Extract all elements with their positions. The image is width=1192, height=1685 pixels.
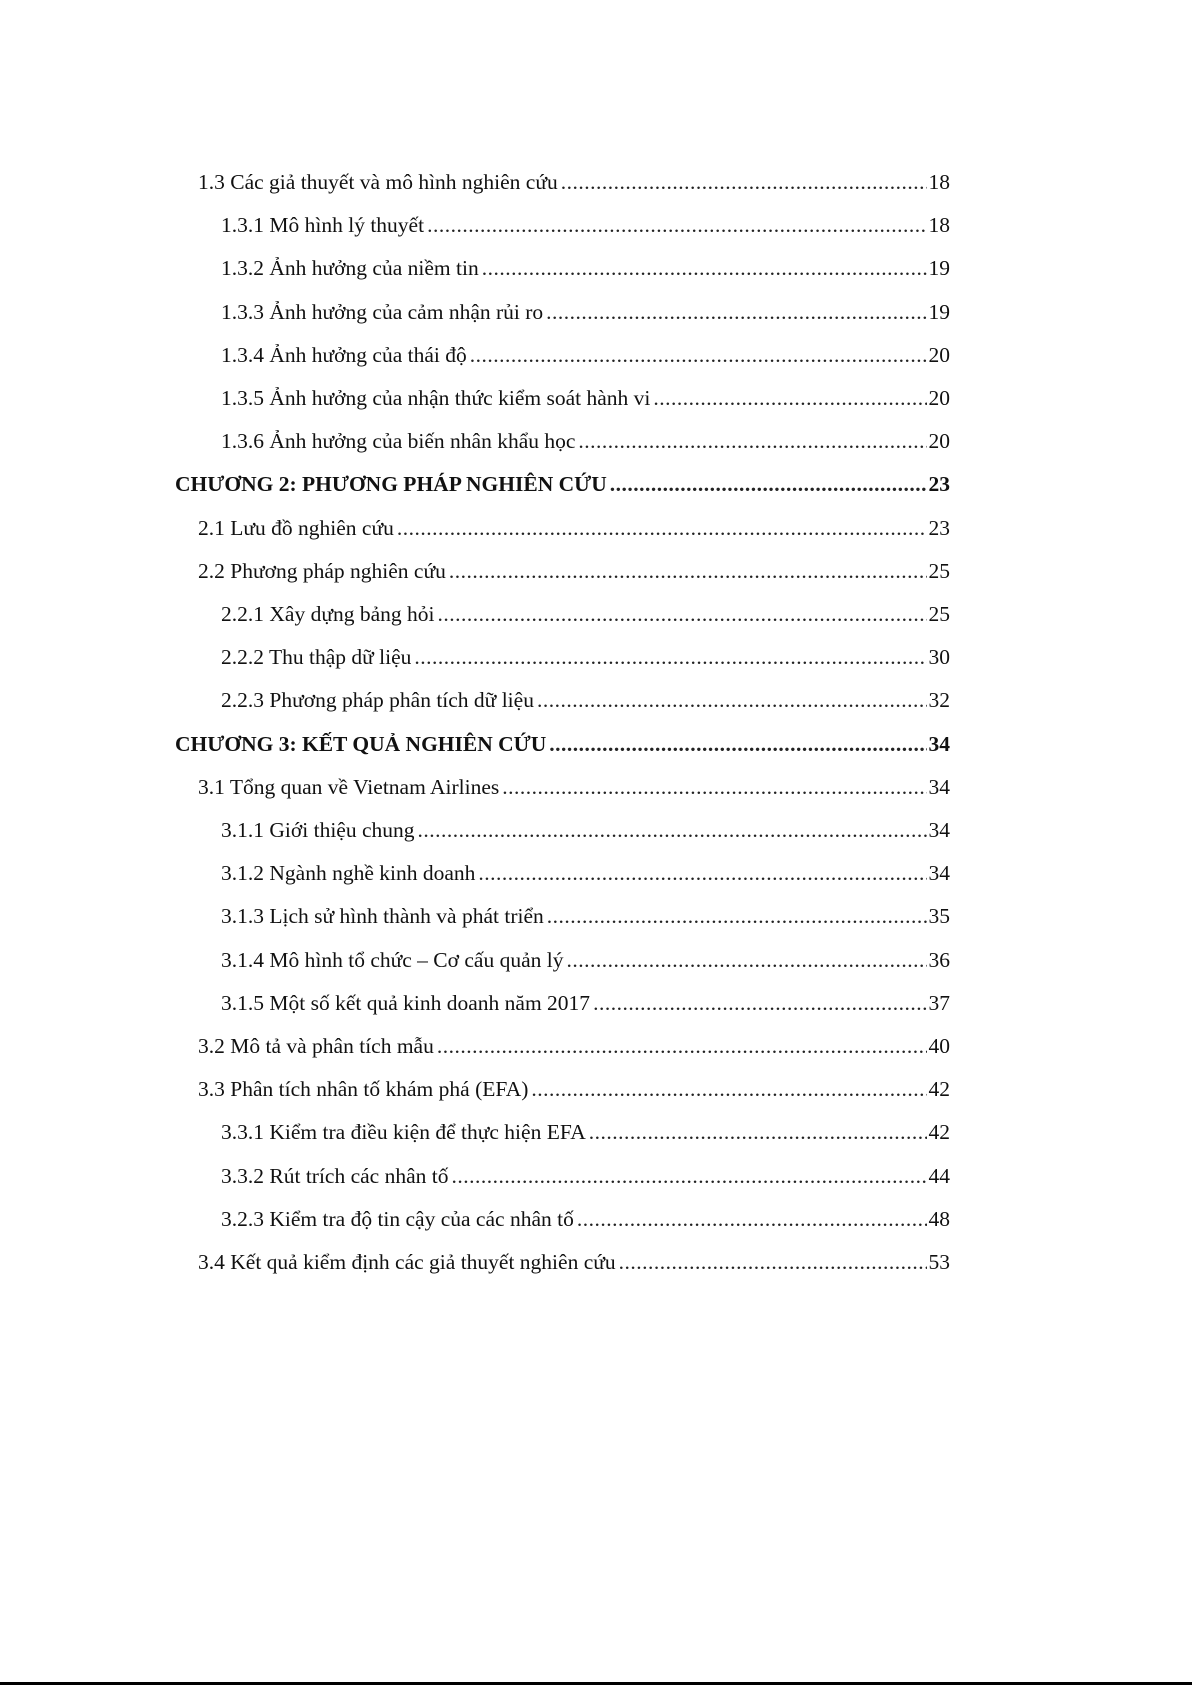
toc-entry-page: 35 [928,904,950,929]
dot-leader [546,298,926,326]
toc-entry-page: 42 [928,1120,950,1145]
toc-entry[interactable] [198,1075,950,1103]
toc-entry-label: 1.3.1 Mô hình lý thuyết [221,213,425,238]
dot-leader [427,211,926,239]
toc-entry-page: 30 [928,645,950,670]
dot-leader [578,427,926,455]
toc-entry-page: 37 [928,990,950,1015]
toc-entry[interactable] [221,902,950,930]
toc-entry[interactable] [221,686,950,714]
toc-entry-page: 36 [928,947,950,972]
toc-entry[interactable] [221,254,950,282]
toc-entry[interactable] [221,1162,950,1190]
toc-entry-label: 3.4 Kết quả kiểm định các giả thuyết nghiên cứu [198,1250,616,1274]
dot-leader [577,1205,927,1233]
dot-leader [619,1248,927,1276]
toc-entry-page: 18 [928,170,950,194]
toc-entry-label: 1.3.4 Ảnh hưởng của thái độ [221,342,467,367]
toc-entry-label: 3.2 Mô tả và phân tích mẫu [198,1034,434,1058]
toc-entry-page: 19 [928,256,950,281]
toc-entry-page: 25 [928,602,950,626]
toc-entry-label: 2.2 Phương pháp nghiên cứu [198,558,446,583]
toc-entry-label: 1.3.5 Ảnh hưởng của nhận thức kiểm soát hành vi [221,386,651,410]
toc-entry[interactable] [221,859,950,887]
toc-entry-label: 2.2.2 Thu thập dữ liệu [221,645,412,670]
dot-leader [567,946,927,974]
toc-entry[interactable] [221,643,950,671]
dot-leader [502,773,926,801]
dot-leader [547,902,927,930]
toc-entry-page: 34 [928,774,950,799]
toc-entry[interactable] [221,1205,950,1233]
toc-entry-page: 40 [928,1034,950,1058]
dot-leader [418,816,927,844]
dot-leader [531,1075,926,1103]
toc-entry[interactable] [221,298,950,326]
toc-entry[interactable] [221,1118,950,1146]
toc-entry-label: 2.2.1 Xây dựng bảng hỏi [221,602,435,626]
dot-leader [593,989,926,1017]
toc-entry[interactable] [221,989,950,1017]
toc-entry-label: 3.1.5 Một số kết quả kinh doanh năm 2017 [221,990,591,1015]
toc-entry[interactable] [198,1248,950,1276]
toc-entry-label: 1.3.3 Ảnh hưởng của cảm nhận rủi ro [221,299,544,324]
dot-leader [478,859,926,887]
toc-entry-page: 32 [928,688,950,713]
dot-leader [438,600,927,628]
toc-entry-page: 34 [928,731,950,756]
dot-leader [610,470,927,498]
toc-entry-label: 1.3.6 Ảnh hưởng của biến nhân khẩu học [221,429,576,454]
toc-entry-page: 34 [928,818,950,842]
toc-entry-page: 20 [928,429,950,454]
toc-entry-label: 3.1 Tổng quan về Vietnam Airlines [198,774,500,799]
toc-entry-label: 3.1.2 Ngành nghề kinh doanh [221,861,476,886]
toc-entry-page: 23 [928,515,950,540]
toc-entry-page: 44 [928,1163,950,1188]
dot-leader [414,643,926,671]
toc-entry-page: 20 [928,386,950,410]
dot-leader [437,1032,927,1060]
dot-leader [653,384,926,412]
toc-entry-label: 3.1.3 Lịch sử hình thành và phát triển [221,904,544,929]
toc-entry-page: 19 [928,299,950,324]
dot-leader [449,557,927,585]
toc-entry-label: 2.2.3 Phương pháp phân tích dữ liệu [221,688,534,713]
toc-entry[interactable] [221,384,950,412]
toc-entry[interactable] [198,1032,950,1060]
dot-leader [397,514,927,542]
toc-entry[interactable] [198,514,950,542]
toc-entry-label: 3.3.2 Rút trích các nhân tố [221,1163,449,1188]
toc-entry-label: 3.2.3 Kiểm tra độ tin cậy của các nhân tố [221,1206,574,1231]
toc-entry-label: 3.3.1 Kiểm tra điều kiện để thực hiện EFA [221,1120,586,1145]
dot-leader [482,254,927,282]
toc-entry[interactable] [221,211,950,239]
toc-entry-page: 53 [928,1250,950,1274]
toc-entry-page: 23 [928,472,950,497]
dot-leader [537,686,927,714]
dot-leader [451,1162,926,1190]
toc-chapter-entry[interactable] [175,730,950,758]
dot-leader [589,1118,927,1146]
toc-entry[interactable] [221,427,950,455]
dot-leader [470,341,927,369]
toc-entry-page: 42 [928,1077,950,1102]
toc-entry-page: 18 [928,213,950,238]
toc-entry-page: 25 [928,558,950,583]
toc-entry[interactable] [198,168,950,196]
toc-entry-page: 20 [928,342,950,367]
toc-entry-page: 48 [928,1206,950,1231]
toc-entry-label: 2.1 Lưu đồ nghiên cứu [198,515,394,540]
toc-entry[interactable] [221,946,950,974]
toc-entry-label: 3.1.1 Giới thiệu chung [221,818,415,842]
toc-entry-label: 1.3.2 Ảnh hưởng của niềm tin [221,256,479,281]
toc-entry-page: 34 [928,861,950,886]
toc-entry-label: 3.3 Phân tích nhân tố khám phá (EFA) [198,1077,529,1102]
toc-entry-label: 3.1.4 Mô hình tổ chức – Cơ cấu quản lý [221,947,564,972]
toc-entry-label: CHƯƠNG 2: PHƯƠNG PHÁP NGHIÊN CỨU [175,472,607,497]
toc-entry[interactable] [221,816,950,844]
toc-entry[interactable] [221,600,950,628]
toc-entry[interactable] [221,341,950,369]
toc-chapter-entry[interactable] [175,470,950,498]
dot-leader [561,168,927,196]
toc-entry[interactable] [198,557,950,585]
dot-leader [549,730,926,758]
toc-entry-label: 1.3 Các giả thuyết và mô hình nghiên cứu [198,170,558,194]
toc-entry[interactable] [198,773,950,801]
toc-entry-label: CHƯƠNG 3: KẾT QUẢ NGHIÊN CỨU [175,731,547,756]
